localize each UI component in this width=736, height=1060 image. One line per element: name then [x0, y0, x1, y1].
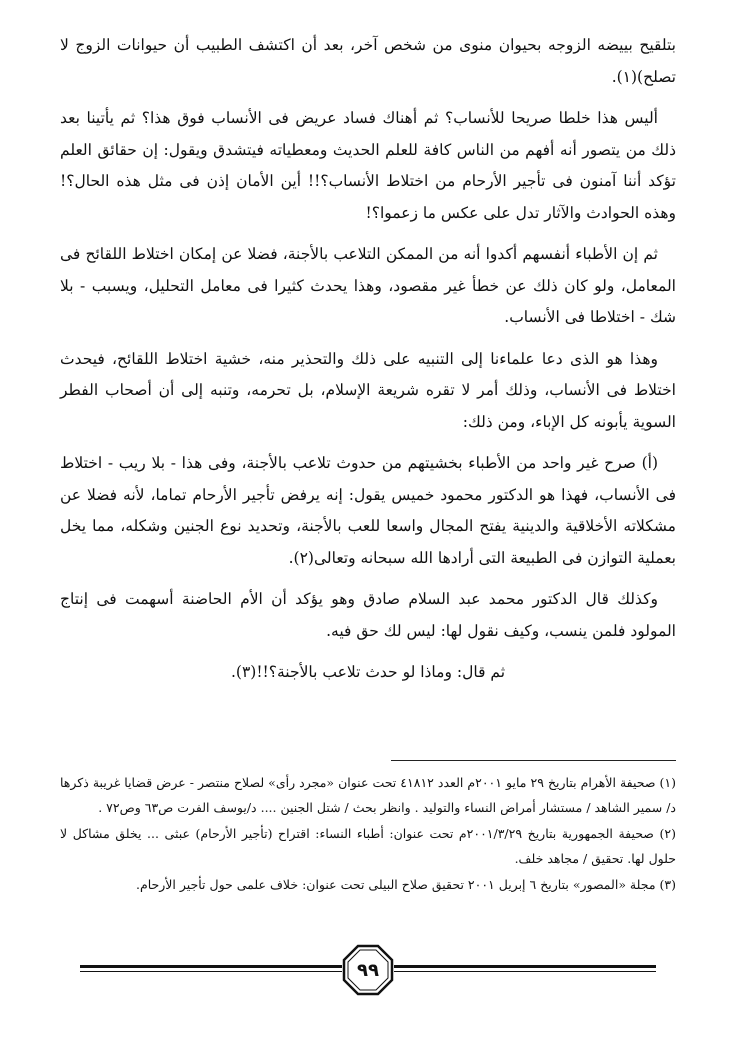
paragraph-6: وكذلك قال الدكتور محمد عبد السلام صادق وهو يؤكد أن الأم الحاضنة أسهمت فى إنتاج المولود فلمن ينسب، وكيف نقول لها: ليس لك حق فيه. [60, 590, 676, 640]
footnote-separator [391, 760, 676, 761]
main-text [60, 30, 676, 699]
list-item-a: (أ) صرح غير واحد من الأطباء بخشيتهم من حدوث تلاعب بالأجنة، وفى هذا - بلا ريب - اختلاط فى الأنساب، فهذا هو الدكتور محمود خميس يقول: إنه يرفض تأجير الأرحام تماما، لأنه فضلا عن مشكلاته الأخلاقية والدينية يفتح المجال واسعا للعب بالأجنة، وتحديد نوع الجنين وشكله، مما يخل بعملية التوازن فى الطبيعة التى أرادها الله سبحانه وتعالى(٢). [60, 454, 676, 567]
footnote-2: (٢) صحيفة الجمهورية بتاريخ ٢٠٠١/٣/٢٩م تحت عنوان: أطباء النساء: اقتراح (تأجير الأرحام) عبثى ... يخلق مشاكل لا حلول لها. تحقيق / مجاهد خلف. [60, 826, 676, 866]
footnote-3: (٣) مجلة «المصور» بتاريخ ٦ إبريل ٢٠٠١ تحقيق صلاح البيلى تحت عنوان: خلاف علمى حول تأجير الأرحام. [135, 877, 676, 892]
page-number-badge [342, 944, 394, 996]
paragraph-1: بتلقيح بييضه الزوجه بحيوان منوى من شخص آخر، بعد أن اكتشف الطبيب أن حيوانات الزوج لا تصلح)(١). [60, 36, 676, 86]
page-number: ٩٩ [357, 959, 379, 981]
paragraph-3: ثم إن الأطباء أنفسهم أكدوا أنه من الممكن التلاعب بالأجنة، فضلا عن إمكان اختلاط اللقائح فى المعامل، ولو كان ذلك عن خطأ غير مقصود، وهذا يحدث كثيرا فى معامل التحليل، ويسبب - بلا شك - اختلاطا فى الأنساب. [60, 245, 676, 326]
footnotes [60, 770, 676, 898]
footnote-1: (١) صحيفة الأهرام بتاريخ ٢٩ مايو ٢٠٠١م العدد ٤١٨١٢ تحت عنوان «مجرد رأى» لصلاح منتصر - عرض قضايا غريبة ذكرها د/ سمير الشاهد / مستشار أمراض النساء والتوليد . وانظر بحث / شتل الجنين .... د/يوسف الفرت ص٦٣ وص٧٢ . [60, 775, 676, 815]
paragraph-4: وهذا هو الذى دعا علماءنا إلى التنبيه على ذلك والتحذير منه، خشية اختلاط اللقائح، فيحدث اختلاط فى الأنساب، وذلك أمر لا تقره شريعة الإسلام، بل تحرمه، وتنبه إلى أن أصحاب الفطر السوية يأبونه كل الإباء، ومن ذلك: [60, 349, 676, 431]
paragraph-2: أليس هذا خلطا صريحا للأنساب؟ ثم أهناك فساد عريض فى الأنساب فوق هذا؟ ثم يأتينا بعد ذلك من يتصور أنه أفهم من الناس كافة للعلم الحديث ومعطياته فيتشدق ويقول: إن حقائق العلم تؤكد أننا آمنون فى تأجير الأرحام من اختلاط الأنساب؟!! أين الأمان إذن فى مثل هذه الحال؟! وهذه الحوادث والآثار تدل على عكس ما زعموا؟! [60, 109, 676, 222]
paragraph-7: ثم قال: وماذا لو حدث تلاعب بالأجنة؟!!(٣). [230, 663, 506, 681]
